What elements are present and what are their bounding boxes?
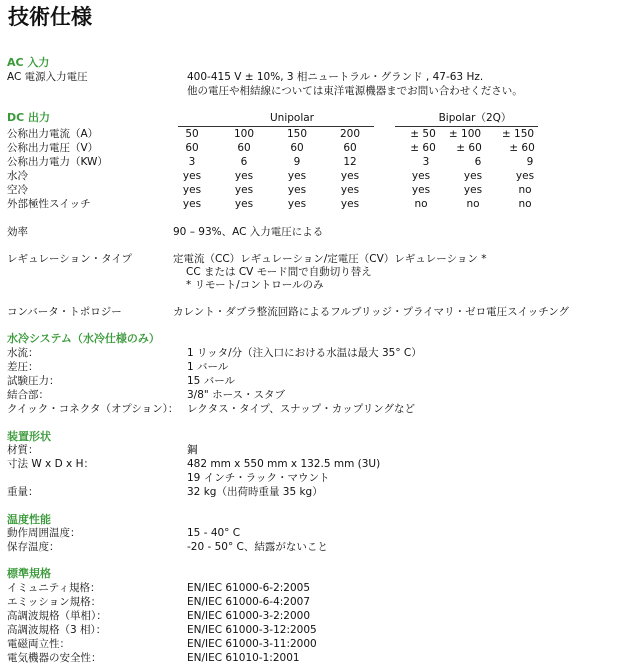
standard-value: EN/IEC 61000-6-2:2005 xyxy=(187,582,311,594)
section-heading-standards: 標準規格 xyxy=(7,567,51,580)
dc-cell: 60 xyxy=(185,142,199,154)
dc-cell: ± 150 xyxy=(501,128,535,140)
dc-cell: no xyxy=(518,184,532,196)
standard-label: 電気機器の安全性： xyxy=(7,652,102,664)
dc-cell: 60 xyxy=(237,142,251,154)
dc-cell: 12 xyxy=(343,156,357,168)
mechanical-value: 19 インチ・ラック・マウント xyxy=(187,472,330,484)
mechanical-label: 寸法 W x D x H： xyxy=(7,458,94,470)
cooling-label: 差圧： xyxy=(7,361,39,373)
dc-cell: yes xyxy=(340,184,360,196)
dc-cell: no xyxy=(466,198,480,210)
section-heading-temperature: 温度性能 xyxy=(7,513,51,526)
cooling-label: クイック・コネクタ（オプション）： xyxy=(7,403,179,415)
cooling-label: 試験圧力： xyxy=(7,375,60,387)
regulation-line-2: CC または CV モード間で自動切り替え xyxy=(186,266,372,278)
dc-cell: 6 xyxy=(474,156,482,168)
unipolar-rule xyxy=(178,126,374,127)
dc-cell: ± 50 xyxy=(410,128,436,140)
standard-value: EN/IEC 61010-1:2001 xyxy=(187,652,300,664)
topology-label: コンバータ・トポロジー xyxy=(7,306,122,318)
cooling-value: レクタス・タイプ、スナップ・カップリングなど xyxy=(187,403,416,415)
dc-cell: yes xyxy=(287,170,307,182)
cooling-label: 水流： xyxy=(7,347,39,359)
dc-cell: 60 xyxy=(290,142,304,154)
standard-value: EN/IEC 61000-3-2:2000 xyxy=(187,610,311,622)
unipolar-header: Unipolar xyxy=(269,112,314,124)
standard-label: 高調波規格（3 相）： xyxy=(7,624,107,636)
dc-cell: 100 xyxy=(233,128,255,140)
temperature-label: 動作周囲温度： xyxy=(7,527,81,539)
dc-cell: ± 100 xyxy=(448,128,482,140)
dc-cell: yes xyxy=(287,184,307,196)
mechanical-label: 重量： xyxy=(7,486,39,498)
dc-row-label: 水冷 xyxy=(7,170,28,182)
mechanical-label: 材質： xyxy=(7,444,39,456)
dc-row-label: 外部極性スイッチ xyxy=(7,198,91,210)
section-heading-dc: DC 出力 xyxy=(7,111,51,124)
dc-cell: yes xyxy=(234,198,254,210)
dc-cell: yes xyxy=(182,170,202,182)
dc-cell: ± 60 xyxy=(456,142,482,154)
section-heading-cooling: 水冷システム（水冷仕様のみ） xyxy=(7,332,160,345)
dc-cell: 3 xyxy=(422,156,430,168)
regulation-line-3: * リモート/コントロールのみ xyxy=(186,279,324,291)
standard-value: EN/IEC 61000-3-11:2000 xyxy=(187,638,317,650)
mechanical-value: 482 mm x 550 mm x 132.5 mm (3U) xyxy=(187,458,381,470)
dc-cell: 9 xyxy=(293,156,301,168)
standard-label: 高調波規格（単相）： xyxy=(7,610,107,622)
cooling-label: 結合部： xyxy=(7,389,49,401)
dc-cell: 200 xyxy=(339,128,361,140)
standard-label: イミュニティ規格： xyxy=(7,582,101,594)
efficiency-label: 効率 xyxy=(7,226,28,238)
dc-cell: no xyxy=(518,198,532,210)
dc-cell: yes xyxy=(340,170,360,182)
dc-cell: yes xyxy=(234,170,254,182)
section-heading-mechanical: 装置形状 xyxy=(7,430,51,443)
mechanical-value: 鋼 xyxy=(187,444,198,456)
cooling-value: 3/8" ホース・スタブ xyxy=(187,389,286,401)
dc-cell: yes xyxy=(287,198,307,210)
dc-cell: 150 xyxy=(286,128,308,140)
dc-cell: yes xyxy=(411,170,431,182)
cooling-value: 15 バール xyxy=(187,375,235,387)
ac-voltage-label: AC 電源入力電圧 xyxy=(7,71,88,83)
dc-cell: ± 60 xyxy=(509,142,535,154)
standard-label: 電磁両立性： xyxy=(7,638,70,650)
dc-cell: 6 xyxy=(240,156,248,168)
temperature-label: 保存温度： xyxy=(7,541,60,553)
dc-cell: ± 60 xyxy=(410,142,436,154)
dc-cell: yes xyxy=(182,184,202,196)
efficiency-value: 90 – 93%、AC 入力電圧による xyxy=(173,226,324,238)
dc-row-label: 空冷 xyxy=(7,184,28,196)
dc-cell: yes xyxy=(340,198,360,210)
dc-cell: 9 xyxy=(526,156,534,168)
cooling-value: 1 バール xyxy=(187,361,229,373)
page-title: 技術仕様 xyxy=(8,5,92,29)
dc-cell: yes xyxy=(515,170,535,182)
regulation-line-1: 定電流（CC）レギュレーション/定電圧（CV）レギュレーション * xyxy=(173,253,487,265)
dc-cell: yes xyxy=(182,198,202,210)
temperature-value: -20 - 50° C、結露がないこと xyxy=(187,541,328,553)
section-heading-ac: AC 入力 xyxy=(7,56,50,69)
ac-voltage-value: 400-415 V ± 10%, 3 相ニュートラル・グランド , 47-63 Hz. xyxy=(187,71,484,83)
dc-cell: no xyxy=(414,198,428,210)
dc-cell: 60 xyxy=(343,142,357,154)
regulation-label: レギュレーション・タイプ xyxy=(7,253,133,265)
dc-row-label: 公称出力電力（KW） xyxy=(7,156,108,168)
bipolar-rule xyxy=(395,126,538,127)
mechanical-value: 32 kg（出荷時重量 35 kg） xyxy=(187,486,323,498)
dc-cell: 3 xyxy=(188,156,196,168)
bipolar-header: Bipolar（2Q） xyxy=(438,112,512,124)
dc-cell: yes xyxy=(463,170,483,182)
dc-cell: yes xyxy=(463,184,483,196)
dc-row-label: 公称出力電圧（V） xyxy=(7,142,99,154)
dc-cell: 50 xyxy=(185,128,199,140)
dc-cell: yes xyxy=(411,184,431,196)
dc-row-label: 公称出力電流（A） xyxy=(7,128,99,140)
topology-value: カレント・ダブラ整流回路によるフルブリッジ・プライマリ・ゼロ電圧スイッチング xyxy=(173,306,570,318)
temperature-value: 15 - 40° C xyxy=(187,527,241,539)
dc-cell: yes xyxy=(234,184,254,196)
standard-value: EN/IEC 61000-3-12:2005 xyxy=(187,624,317,636)
standard-label: エミッション規格： xyxy=(7,596,102,608)
ac-voltage-note: 他の電圧や相結線については東洋電源機器までお問い合わせください。 xyxy=(187,85,523,97)
cooling-value: 1 リッタ/分（注入口における水温は最大 35° C） xyxy=(187,347,422,359)
standard-value: EN/IEC 61000-6-4:2007 xyxy=(187,596,311,608)
